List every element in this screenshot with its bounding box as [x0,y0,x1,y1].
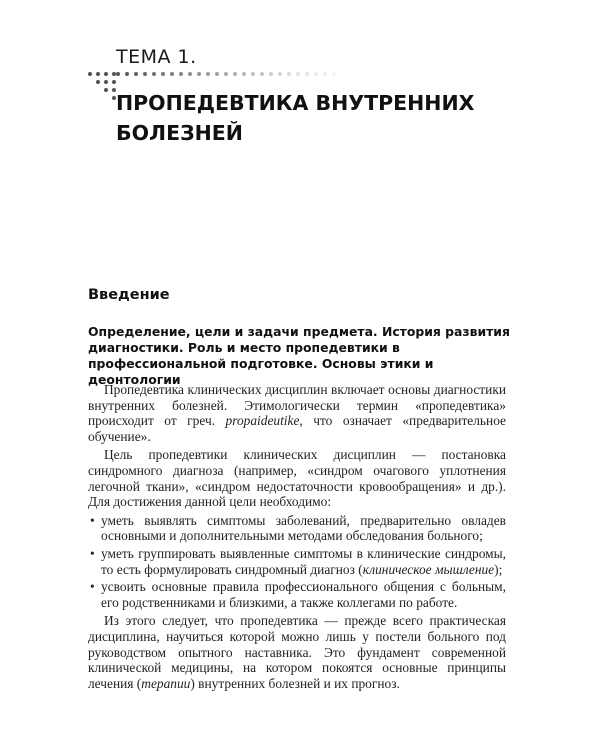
requirements-list [88,513,506,611]
bullet-icon: • [90,545,95,561]
paragraph-conclusion [88,613,506,691]
paragraph-goal: Цель пропедевтики клинических дисциплин — постановка синдромного диагноза (например, «синдром очагового уплотнения легочной ткани», «синдром недостаточности кровообращения» и др.). Для достижения данной цели необходимо: [88,447,506,510]
list-item [88,513,506,544]
text-run: Пропедевтика клинических дисциплин включает основы диагностики внутренних болезней. Этимологически термин «пропедевтика» происходит от греч. [88,382,506,429]
bullet-icon: • [90,512,95,528]
section-heading: Введение [88,287,170,303]
bullet-icon: • [90,579,95,595]
topic-title: ПРОПЕДЕВТИКА ВНУТРЕННИХ БОЛЕЗНЕЙ [116,91,475,145]
list-item-text: уметь выявлять симптомы заболеваний, предварительно овладев основными и дополнительными методами обследования больного; [101,512,506,544]
dot-grid-decoration [88,72,116,104]
italic-term: терапии [141,675,191,691]
italic-term: клиническое мышление [362,561,495,577]
section-subheading: Определение, цели и задачи предмета. История развития диагностики. Роль и место пропедевтики в профессиональной подготовке. Основы этики и деонтологии [88,324,510,387]
text-run: Из этого следует, что пропедевтика — прежде всего практическая дисциплина, научиться которой можно лишь у постели больного под руководством опытного наставника. Это фундамент современной клинической медицины, на котором покоятся основные принципы лечения ( [88,613,506,691]
greek-term: propaideutike [225,413,300,429]
text-run: , что означает «предварительное обучение». [88,413,507,444]
paragraph-etymology [88,382,506,444]
list-item [88,546,506,577]
topic-number: ТЕМА 1. [116,46,197,68]
dotted-rule-decoration [116,72,496,77]
text-run: ) внутренних болезней и их прогноз. [190,675,400,691]
list-item-text: усвоить основные правила профессионального общения с больным, его родственниками и близкими, а также коллегами по работе. [101,579,506,610]
list-item-text: ); [494,561,503,577]
body-text [88,382,506,694]
list-item-text: уметь группировать выявленные симптомы в клинические синдромы, то есть формулировать синдромный диагноз ( [101,545,506,577]
list-item [88,579,506,610]
